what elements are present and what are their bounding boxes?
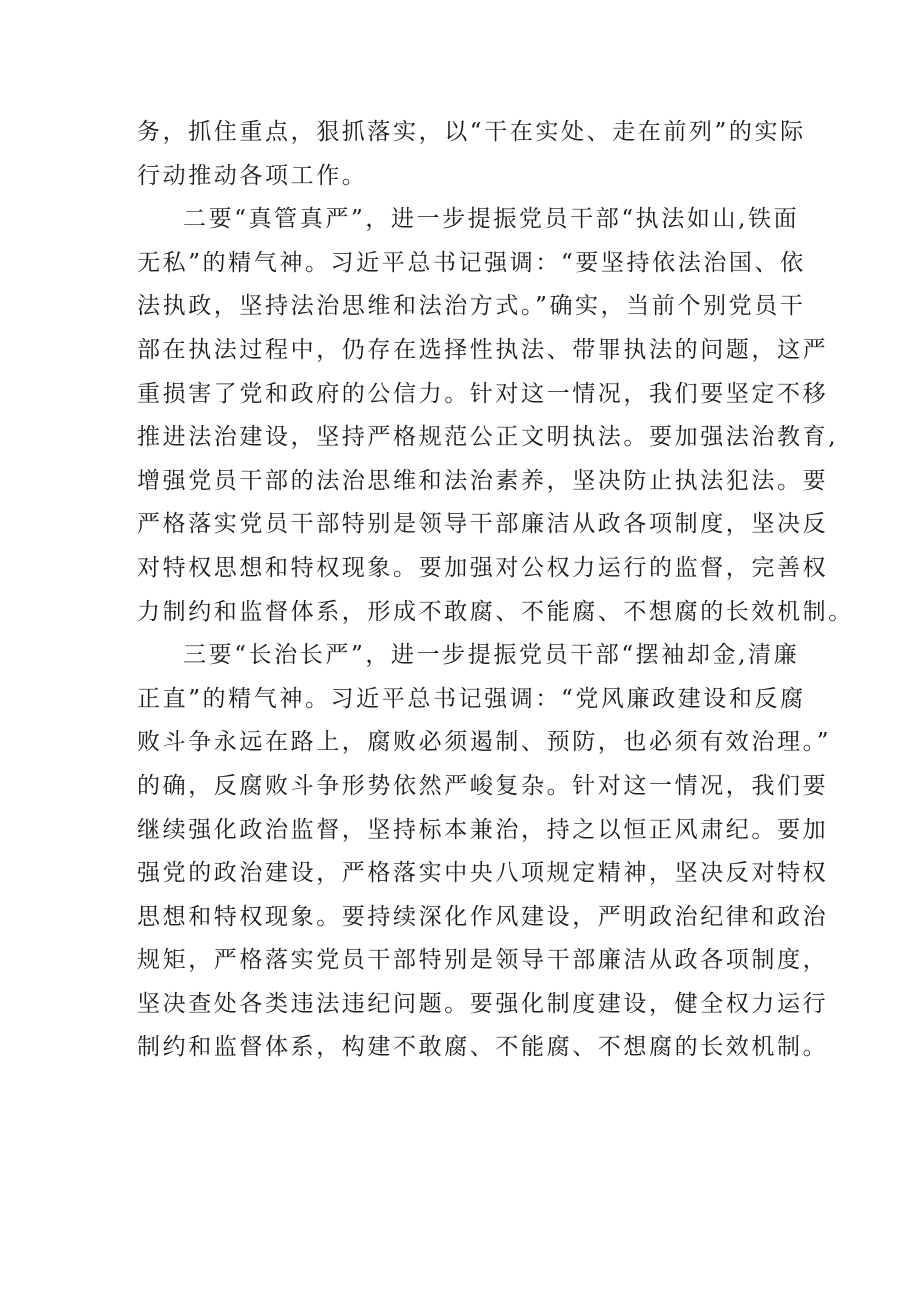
text-line: 二要“真管真严”，进一步提振党员干部“执法如山,铁面	[183, 206, 800, 233]
text-line: 继续强化政治监督，坚持标本兼治，持之以恒正风肃纪。要加	[137, 816, 829, 843]
text-line: 强党的政治建设，严格落实中央八项规定精神，坚决反对特权	[137, 860, 829, 887]
text-line: 对特权思想和特权现象。要加强对公权力运行的监督，完善权	[137, 554, 829, 581]
text-line: 严格落实党员干部特别是领导干部廉洁从政各项制度，坚决反	[137, 511, 829, 538]
text-line: 部在执法过程中，仍存在选择性执法、带罪执法的问题，这严	[137, 336, 829, 363]
text-line: 法执政，坚持法治思维和法治方式。”确实，当前个别党员干	[137, 293, 806, 320]
text-line: 增强党员干部的法治思维和法治素养，坚决防止执法犯法。要	[137, 467, 829, 494]
text-line: 的确，反腐败斗争形势依然严峻复杂。针对这一情况，我们要	[137, 772, 829, 799]
text-line: 推进法治建设，坚持严格规范公正文明执法。要加强法治教育,	[137, 424, 839, 451]
text-line: 思想和特权现象。要持续深化作风建设，严明政治纪律和政治	[137, 903, 829, 930]
text-line: 力制约和监督体系，形成不敢腐、不能腐、不想腐的长效机制。	[137, 598, 854, 625]
paragraph-3	[137, 634, 832, 1070]
text-line: 无私”的精气神。习近平总书记强调：“要坚持依法治国、依	[137, 249, 806, 276]
text-line: 败斗争永远在路上，腐败必须遏制、预防，也必须有效治理。”	[137, 729, 832, 756]
paragraph-2	[137, 198, 854, 634]
document-body	[137, 111, 854, 1070]
text-line: 务，抓住重点，狠抓落实，以“干在实处、走在前列”的实际	[137, 119, 806, 145]
text-line: 坚决查处各类违法违纪问题。要强化制度建设，健全权力运行	[137, 990, 829, 1017]
text-line: 规矩，严格落实党员干部特别是领导干部廉洁从政各项制度，	[137, 947, 829, 974]
text-line: 三要“长治长严”，进一步提振党员干部“摆袖却金,清廉	[183, 642, 800, 669]
paragraph-1	[137, 111, 806, 198]
text-line: 正直”的精气神。习近平总书记强调：“党风廉政建设和反腐	[137, 685, 806, 712]
text-line: 制约和监督体系，构建不敢腐、不能腐、不想腐的长效机制。	[137, 1034, 829, 1061]
text-line: 重损害了党和政府的公信力。针对这一情况，我们要坚定不移	[137, 380, 829, 407]
text-line: 行动推动各项工作。	[137, 162, 368, 189]
